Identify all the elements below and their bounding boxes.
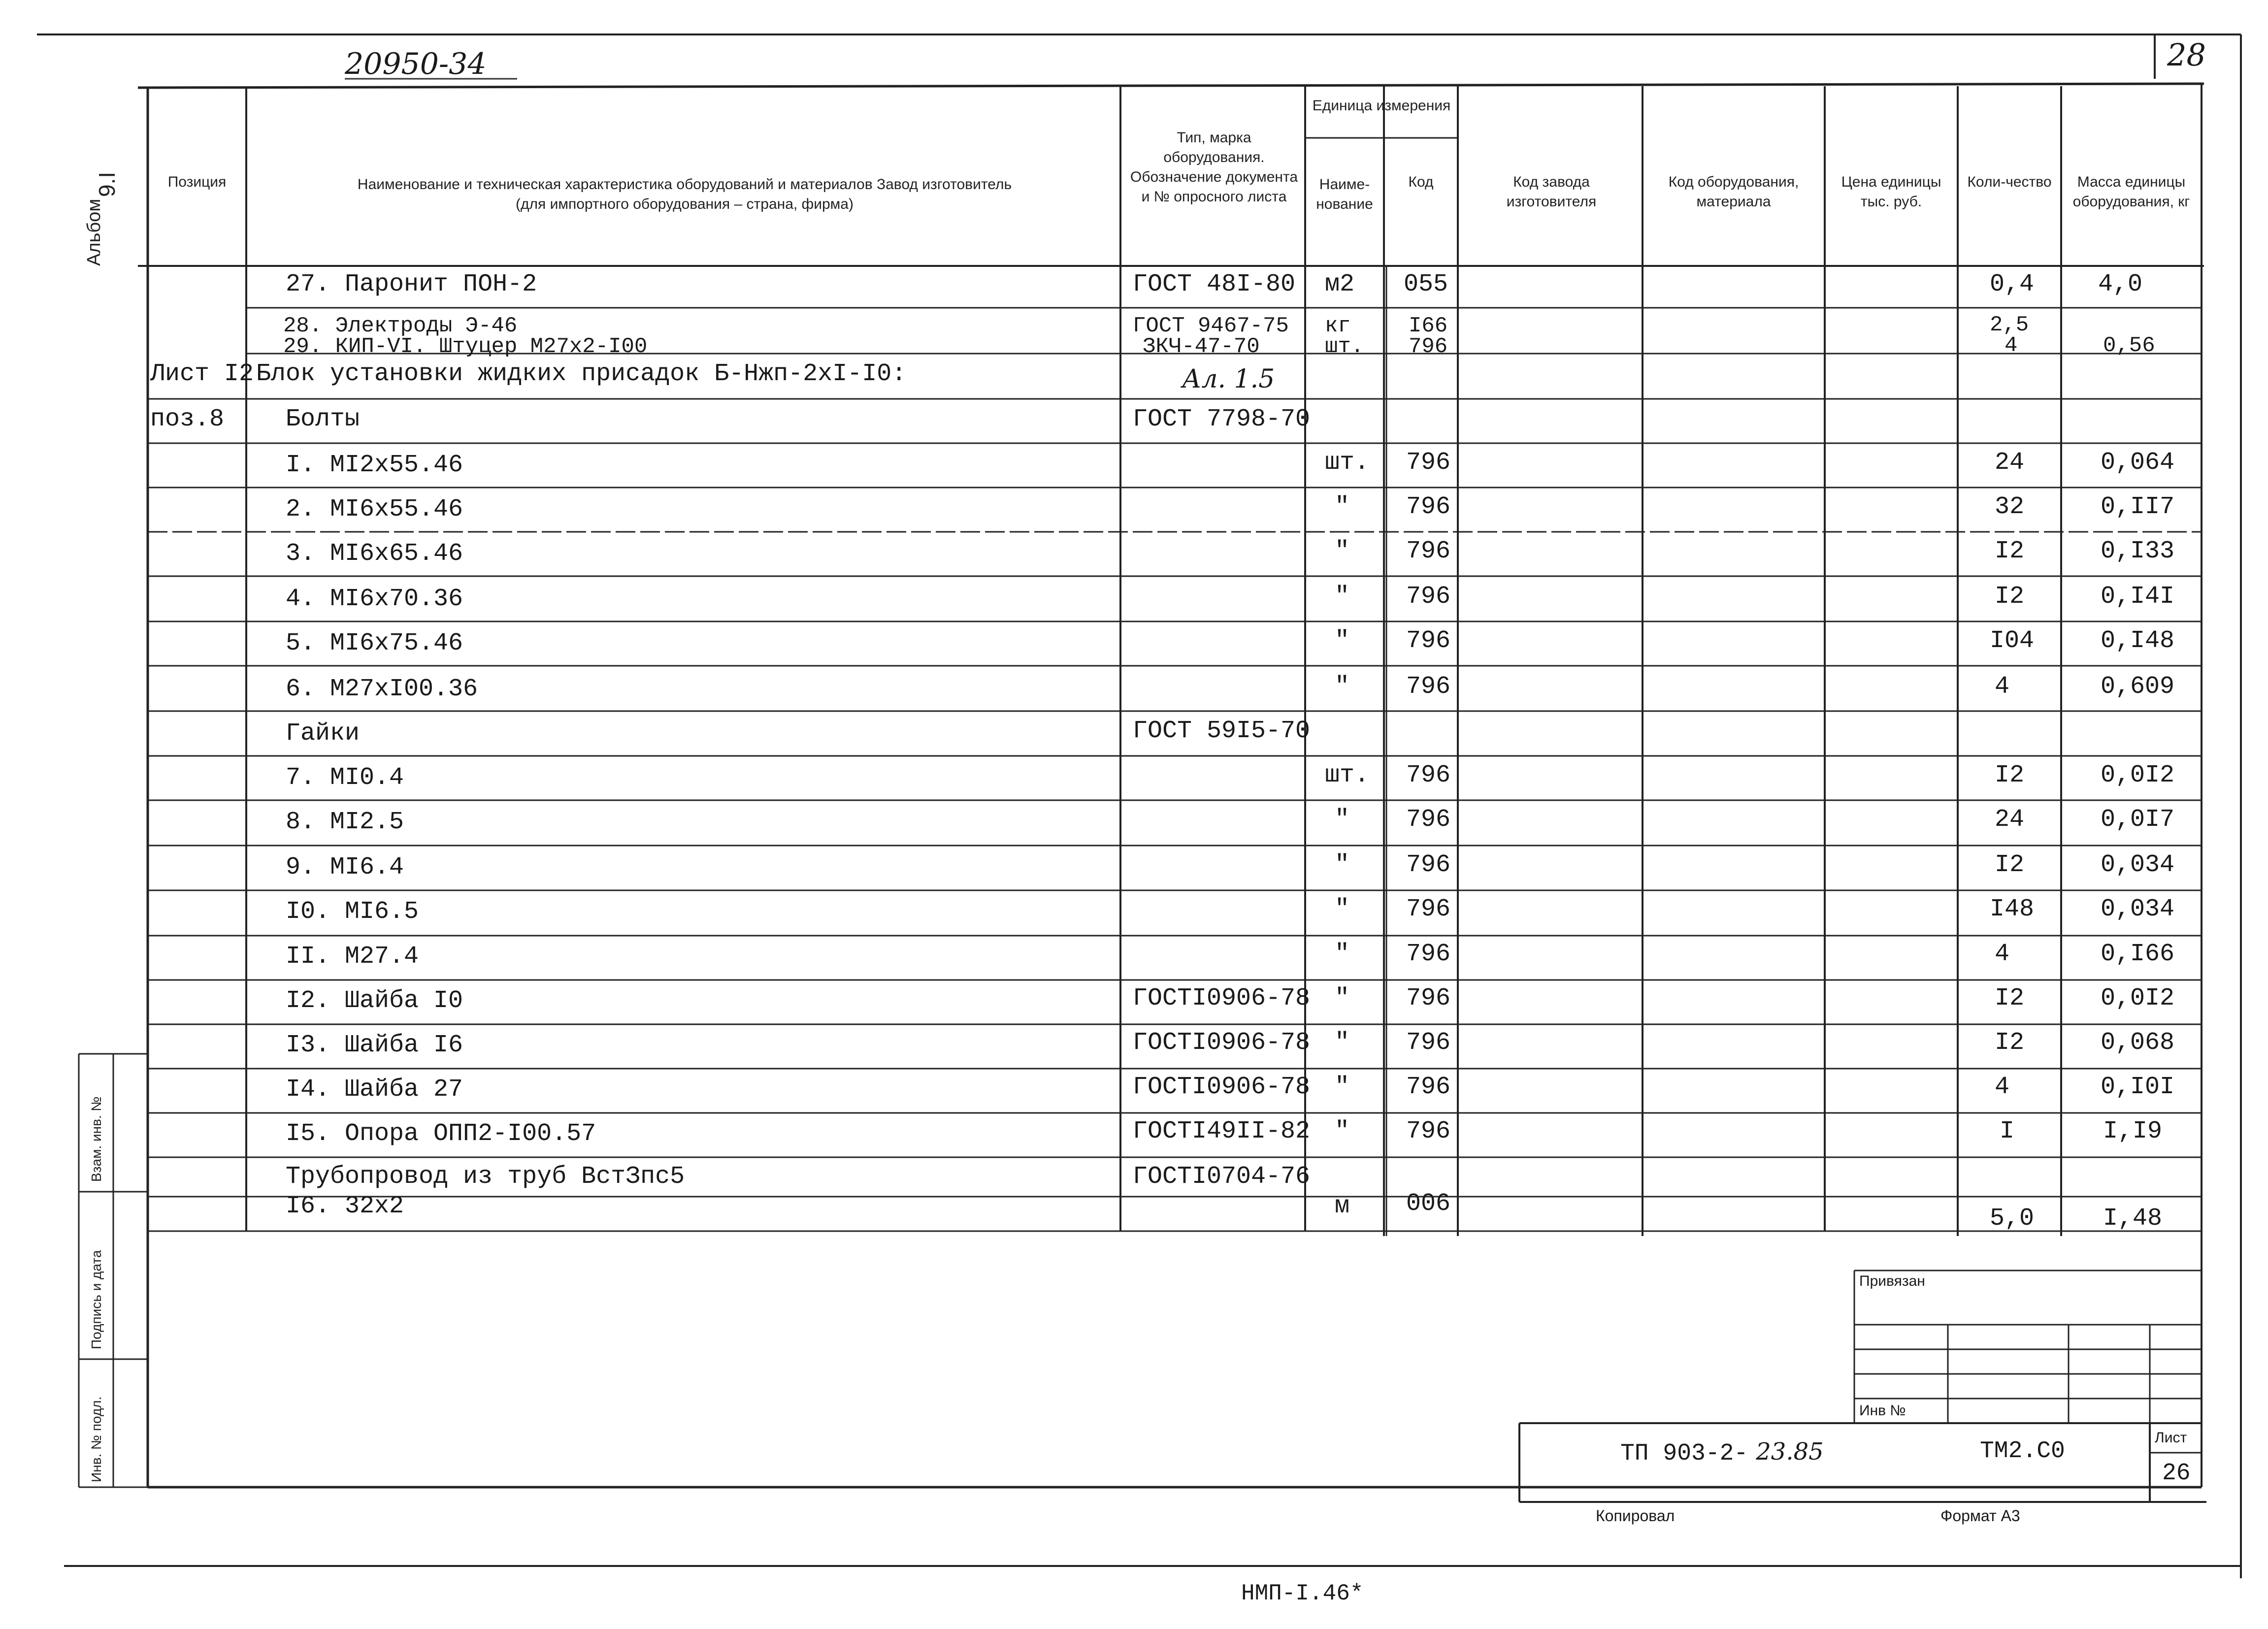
row-unit: " [1335, 627, 1350, 655]
row-name: 7. МI0.4 [286, 764, 404, 792]
row-code: 796 [1406, 895, 1451, 923]
header-unit-code: Код [1408, 174, 1434, 190]
top-doc-number: 20950-34 [345, 47, 487, 81]
row-name: 3. МI6х65.46 [286, 540, 463, 568]
row-name: Блок установки жидких присадок Б-Нжп-2хI-I0: [256, 360, 907, 388]
row-code: 796 [1406, 493, 1451, 521]
row-mass: 0,I33 [2101, 537, 2175, 565]
side-inv: Инв. № подл. [89, 1396, 104, 1482]
row-qty: 4 [1995, 1073, 2010, 1101]
row-code: 006 [1406, 1190, 1451, 1218]
row-name: 5. МI6х75.46 [286, 629, 463, 657]
row-unit: " [1335, 851, 1350, 879]
header-plant-code: Код завода изготовителя [1506, 174, 1597, 210]
row-unit: м [1335, 1192, 1350, 1220]
row-name: I6. 32х2 [286, 1192, 404, 1220]
row-mass: 0,064 [2101, 449, 2175, 477]
footer-code: НМП-I.46* [1241, 1581, 1364, 1606]
stamp-list-number: 26 [2162, 1460, 2191, 1487]
row-qty: I2 [1995, 1029, 2025, 1057]
row-qty: 24 [1995, 449, 2025, 477]
row-qty: I04 [1990, 627, 2035, 655]
row-type: ГОСТ 7798-70 [1133, 405, 1311, 433]
row-name: I2. Шайба I0 [286, 987, 463, 1015]
row-name: 9. МI6.4 [286, 853, 404, 881]
row-name: Болты [286, 405, 360, 433]
row-name: 6. М27хI00.36 [286, 675, 478, 703]
row-mass: 0,068 [2101, 1029, 2175, 1057]
row-code: 796 [1406, 984, 1451, 1012]
row-mass: 0,034 [2101, 895, 2175, 923]
row-unit: " [1335, 984, 1350, 1012]
row-name: 28. Электроды Э-46 [283, 314, 518, 338]
row-unit: " [1335, 493, 1350, 521]
stamp-kopiroval: Копировал [1596, 1507, 1675, 1525]
header-position: Позиция [167, 174, 227, 190]
row-type: Ал. 1.5 [1182, 364, 1275, 394]
row-unit: " [1335, 1073, 1350, 1101]
row-mass: I,I9 [2103, 1117, 2163, 1145]
row-qty: I [2000, 1117, 2015, 1145]
row-mass: 0,II7 [2101, 493, 2175, 521]
row-mass: 0,I48 [2101, 627, 2175, 655]
row-code: 796 [1406, 851, 1451, 879]
side-vzam: Взам. инв. № [89, 1096, 104, 1182]
row-qty: I2 [1995, 761, 2025, 789]
header-equip-code: Код оборудования, материала [1668, 174, 1799, 210]
side-podpis: Подпись и дата [89, 1250, 104, 1349]
row-name: 8. МI2.5 [286, 808, 404, 836]
row-mass: 4,0 [2098, 270, 2143, 298]
row-code: 796 [1406, 537, 1451, 565]
header-price: Цена единицы тыс. руб. [1841, 174, 1941, 210]
row-code: 796 [1406, 1029, 1451, 1057]
row-mass: 0,0I2 [2101, 984, 2175, 1012]
header-unit-group: Единица измерения [1312, 98, 1451, 114]
row-name: I0. МI6.5 [286, 898, 419, 926]
header-qty: Коли-чество [1967, 174, 2052, 190]
row-type: ГОСТI0906-78 [1133, 984, 1311, 1012]
row-unit: " [1335, 583, 1350, 611]
header-type: Тип, марка оборудования. Обозначение документа и № опросного листа [1130, 130, 1298, 205]
album-label: Альбом [84, 198, 104, 266]
row-qty: I48 [1990, 895, 2035, 923]
row-qty: 0,4 [1990, 270, 2035, 298]
stamp-mark: ТМ2.С0 [1980, 1438, 2065, 1465]
row-type: ГОСТI0704-76 [1133, 1163, 1311, 1191]
row-name: I. МI2х55.46 [286, 451, 463, 479]
row-type: ГОСТ 59I5-70 [1133, 717, 1311, 745]
row-type: ГОСТ 48I-80 [1133, 270, 1296, 298]
row-code: 055 [1404, 270, 1448, 298]
row-qty: 32 [1995, 493, 2025, 521]
album-number: 9.I [94, 171, 120, 197]
row-code: 796 [1409, 334, 1448, 359]
row-code: 796 [1406, 449, 1451, 477]
row-unit: " [1335, 1029, 1350, 1057]
row-name: 27. Паронит ПОН-2 [286, 270, 537, 298]
row-qty: 24 [1995, 806, 2025, 834]
row-name: II. М27.4 [286, 943, 419, 971]
row-unit: " [1335, 1117, 1350, 1145]
row-mass: 0,I4I [2101, 583, 2175, 611]
stamp-doc-code-printed: ТП 903-2- [1620, 1440, 1748, 1467]
stamp-doc-code [1620, 1438, 1824, 1467]
stamp-privyazan: Привязан [1859, 1273, 1925, 1289]
row-qty: I2 [1995, 851, 2025, 879]
row-mass: 0,I0I [2101, 1073, 2175, 1101]
row-name: I5. Опора ОПП2-I00.57 [286, 1120, 596, 1148]
row-qty: 4 [2005, 333, 2018, 358]
stamp-format: Формат А3 [1940, 1507, 2020, 1525]
row-qty: I2 [1995, 583, 2025, 611]
row-code: I66 [1409, 314, 1448, 338]
row-unit: шт. [1325, 761, 1370, 789]
row-name: 4. МI6х70.36 [286, 585, 463, 613]
stamp-list-label: Лист [2155, 1430, 2187, 1446]
row-name: Гайки [286, 719, 360, 748]
row-unit: " [1335, 537, 1350, 565]
row-code: 796 [1406, 1073, 1451, 1101]
row-unit: шт. [1325, 334, 1364, 359]
row-code: 796 [1406, 627, 1451, 655]
row-qty: 5,0 [1990, 1205, 2035, 1233]
row-code: 796 [1406, 761, 1451, 789]
row-unit: " [1335, 673, 1350, 701]
row-code: 796 [1406, 583, 1451, 611]
stamp-doc-code-hand: 23.85 [1756, 1438, 1824, 1466]
row-name: I4. Шайба 27 [286, 1075, 463, 1104]
row-unit: " [1335, 895, 1350, 923]
row-unit: кг [1325, 314, 1351, 338]
row-mass: 0,0I7 [2101, 806, 2175, 834]
header-mass: Масса единицы оборудования, кг [2072, 174, 2190, 210]
row-code: 796 [1406, 806, 1451, 834]
row-unit: " [1335, 940, 1350, 968]
row-qty: 4 [1995, 940, 2010, 968]
row-unit: шт. [1325, 449, 1370, 477]
sheet-corner-number: 28 [2167, 37, 2206, 73]
row-mass: 0,034 [2101, 851, 2175, 879]
header-name: Наименование и техническая характеристика оборудований и материалов Завод изготовитель (для импортного оборудования – страна, фирма) [357, 176, 1012, 212]
row-code: 796 [1406, 940, 1451, 968]
row-qty: 4 [1995, 673, 2010, 701]
row-mass: I,48 [2103, 1205, 2163, 1233]
row-code: 796 [1406, 673, 1451, 701]
row-name: 2. МI6х55.46 [286, 495, 463, 523]
header-unit-name: Наиме-нование [1316, 176, 1373, 212]
row-unit: " [1335, 806, 1350, 834]
stamp-inv-no: Инв № [1859, 1402, 1906, 1419]
row-type: ГОСТI49II-82 [1133, 1117, 1311, 1145]
row-mass: 0,609 [2101, 673, 2175, 701]
row-qty: I2 [1995, 984, 2025, 1012]
row-name: I3. Шайба I6 [286, 1031, 463, 1059]
row-mass: 0,0I2 [2101, 761, 2175, 789]
row-type: ГОСТI0906-78 [1133, 1029, 1311, 1057]
row-name: 29. КИП-VI. Штуцер М27х2-I00 [283, 334, 648, 359]
row-qty: I2 [1995, 537, 2025, 565]
row-mass: 0,56 [2103, 333, 2155, 358]
row-code: 796 [1406, 1117, 1451, 1145]
row-mass: 0,I66 [2101, 940, 2175, 968]
row-type: ГОСТ 9467-75 [1133, 314, 1289, 338]
row-unit: м2 [1325, 270, 1355, 298]
row-type: ГОСТI0906-78 [1133, 1073, 1311, 1101]
row-pos: поз.8 [150, 405, 225, 433]
row-name: Трубопровод из труб ВстЗпс5 [286, 1163, 685, 1191]
row-type: ЗКЧ-47-70 [1143, 334, 1260, 359]
row-pos: Лист I2 [150, 360, 254, 388]
row-qty: 2,5 [1990, 313, 2029, 337]
